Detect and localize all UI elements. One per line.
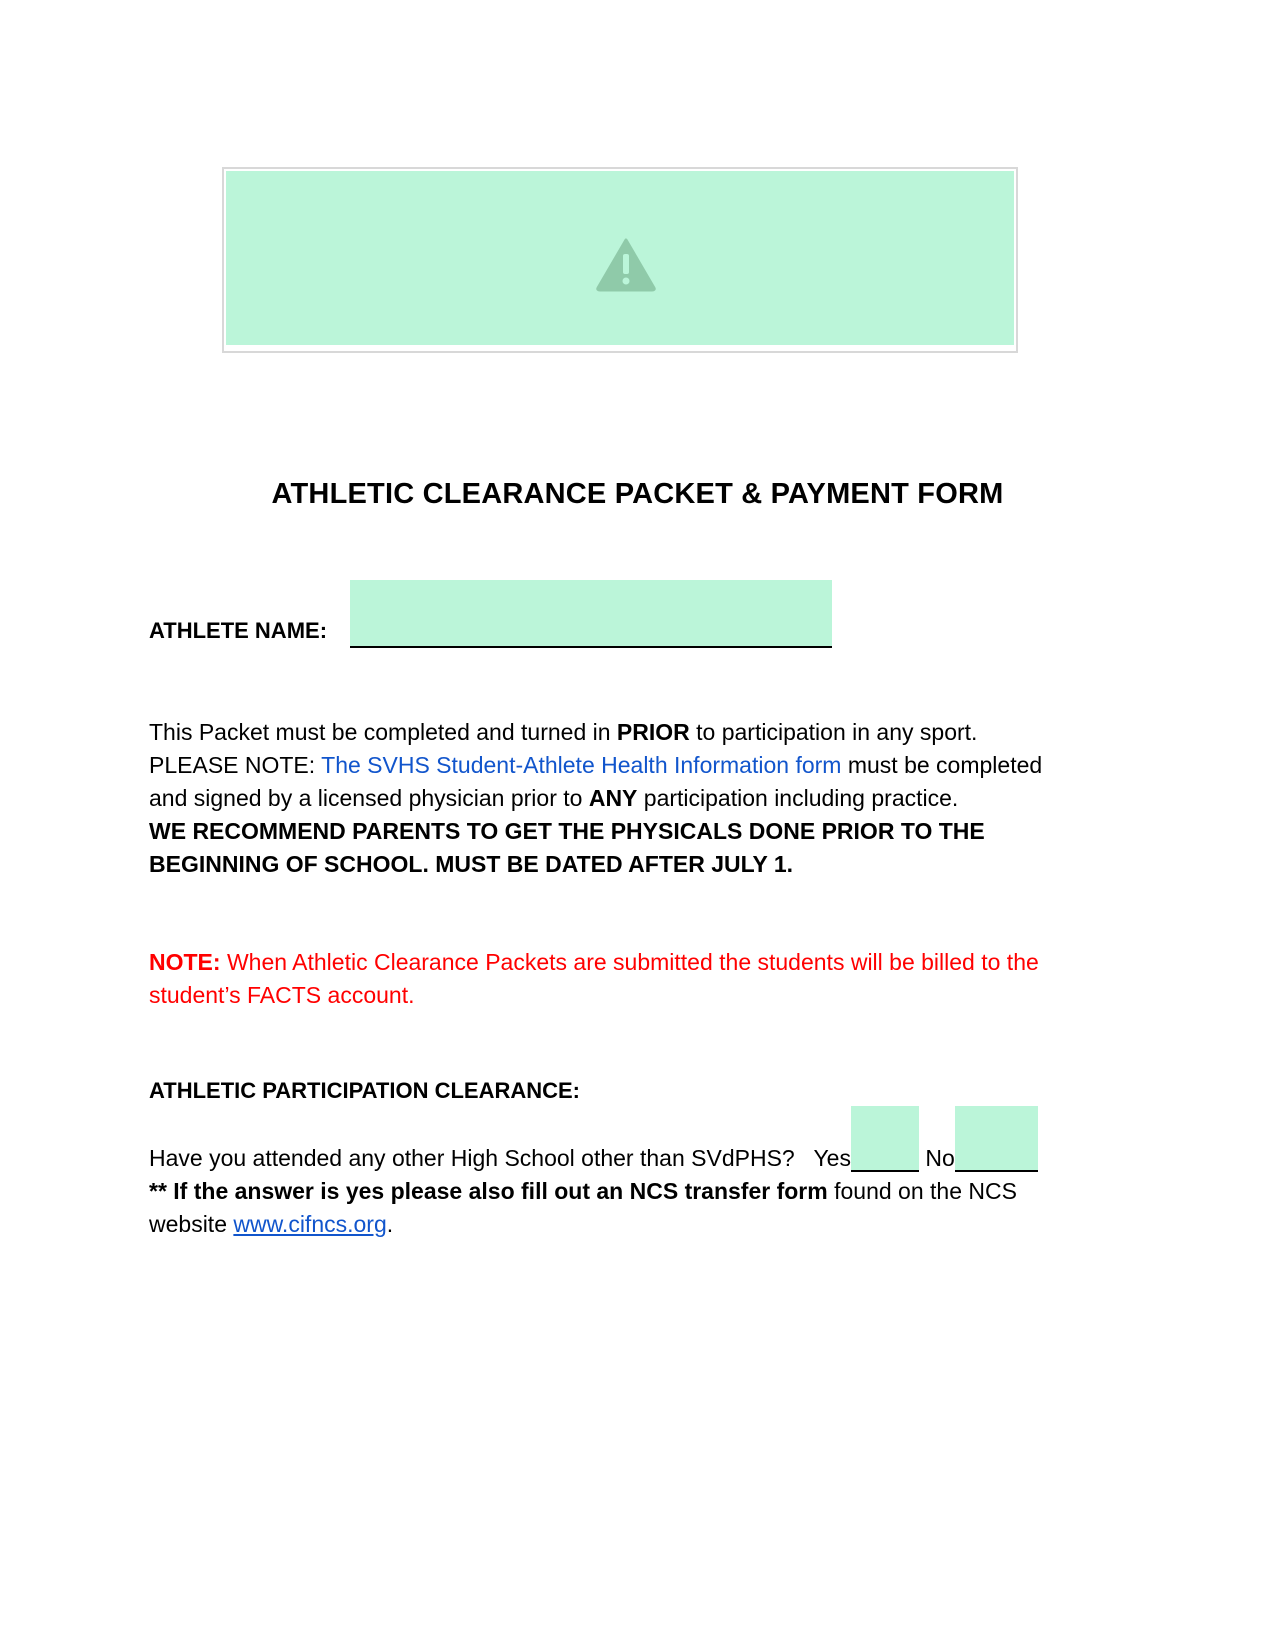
intro-text: and signed by a licensed physician prior to: [149, 785, 589, 811]
intro-line-1: [149, 716, 1149, 749]
note-text: When Athletic Clearance Packets are submitted the students will be billed to the: [220, 949, 1039, 975]
billing-note: [149, 946, 1149, 1012]
no-label: No: [925, 1145, 955, 1171]
no-field[interactable]: [955, 1106, 1038, 1172]
intro-text: This Packet must be completed and turned in: [149, 719, 617, 745]
warning-triangle-icon: [596, 238, 656, 292]
page-title: ATHLETIC CLEARANCE PACKET & PAYMENT FORM: [271, 478, 1004, 510]
intro-bold-prior: PRIOR: [616, 719, 690, 745]
intro-text: participation including practice.: [637, 785, 959, 811]
website-line: [149, 1208, 1149, 1241]
header-image-placeholder: [222, 167, 1018, 353]
athlete-name-field[interactable]: [350, 580, 832, 648]
ncs-website-link[interactable]: www.cifncs.org: [233, 1211, 387, 1237]
clearance-heading: ATHLETIC PARTICIPATION CLEARANCE:: [149, 1078, 581, 1103]
intro-text: PLEASE NOTE:: [149, 752, 322, 778]
health-form-link[interactable]: The SVHS Student-Athlete Health Information form: [321, 752, 842, 778]
image-fill: [226, 171, 1014, 345]
intro-line-2: [149, 749, 1149, 782]
athlete-name-label: ATHLETE NAME:: [149, 618, 328, 643]
recommend-line-2: [149, 848, 1149, 881]
attended-question: Have you attended any other High School other than SVdPHS?: [149, 1145, 814, 1171]
intro-text: to participation in any sport.: [689, 719, 978, 745]
yes-field[interactable]: [851, 1106, 919, 1172]
recommend-line-1: [149, 815, 1149, 848]
intro-bold-any: ANY: [588, 785, 638, 811]
attended-question-line: [149, 1142, 1149, 1175]
note-line-2: [149, 979, 1149, 1012]
website-text: .: [386, 1211, 394, 1237]
yes-label: Yes: [813, 1145, 851, 1171]
transfer-instruction: ** If the answer is yes please also fill out an NCS transfer form: [149, 1178, 828, 1204]
note-label: NOTE:: [149, 949, 221, 975]
clearance-question-block: [149, 1142, 1149, 1241]
recommend-text: WE RECOMMEND PARENTS TO GET THE PHYSICALS DONE PRIOR TO THE: [149, 818, 985, 844]
website-text: website: [149, 1211, 234, 1237]
transfer-text: found on the NCS: [827, 1178, 1017, 1204]
recommend-text: BEGINNING OF SCHOOL. MUST BE DATED AFTER JULY 1.: [149, 851, 794, 877]
note-line-1: [149, 946, 1149, 979]
intro-line-3: [149, 782, 1149, 815]
intro-paragraph: [149, 716, 1149, 881]
intro-text: must be completed: [841, 752, 1043, 778]
transfer-line: [149, 1175, 1149, 1208]
note-text: student’s FACTS account.: [149, 982, 415, 1008]
attended-question-row: [149, 1106, 1038, 1175]
